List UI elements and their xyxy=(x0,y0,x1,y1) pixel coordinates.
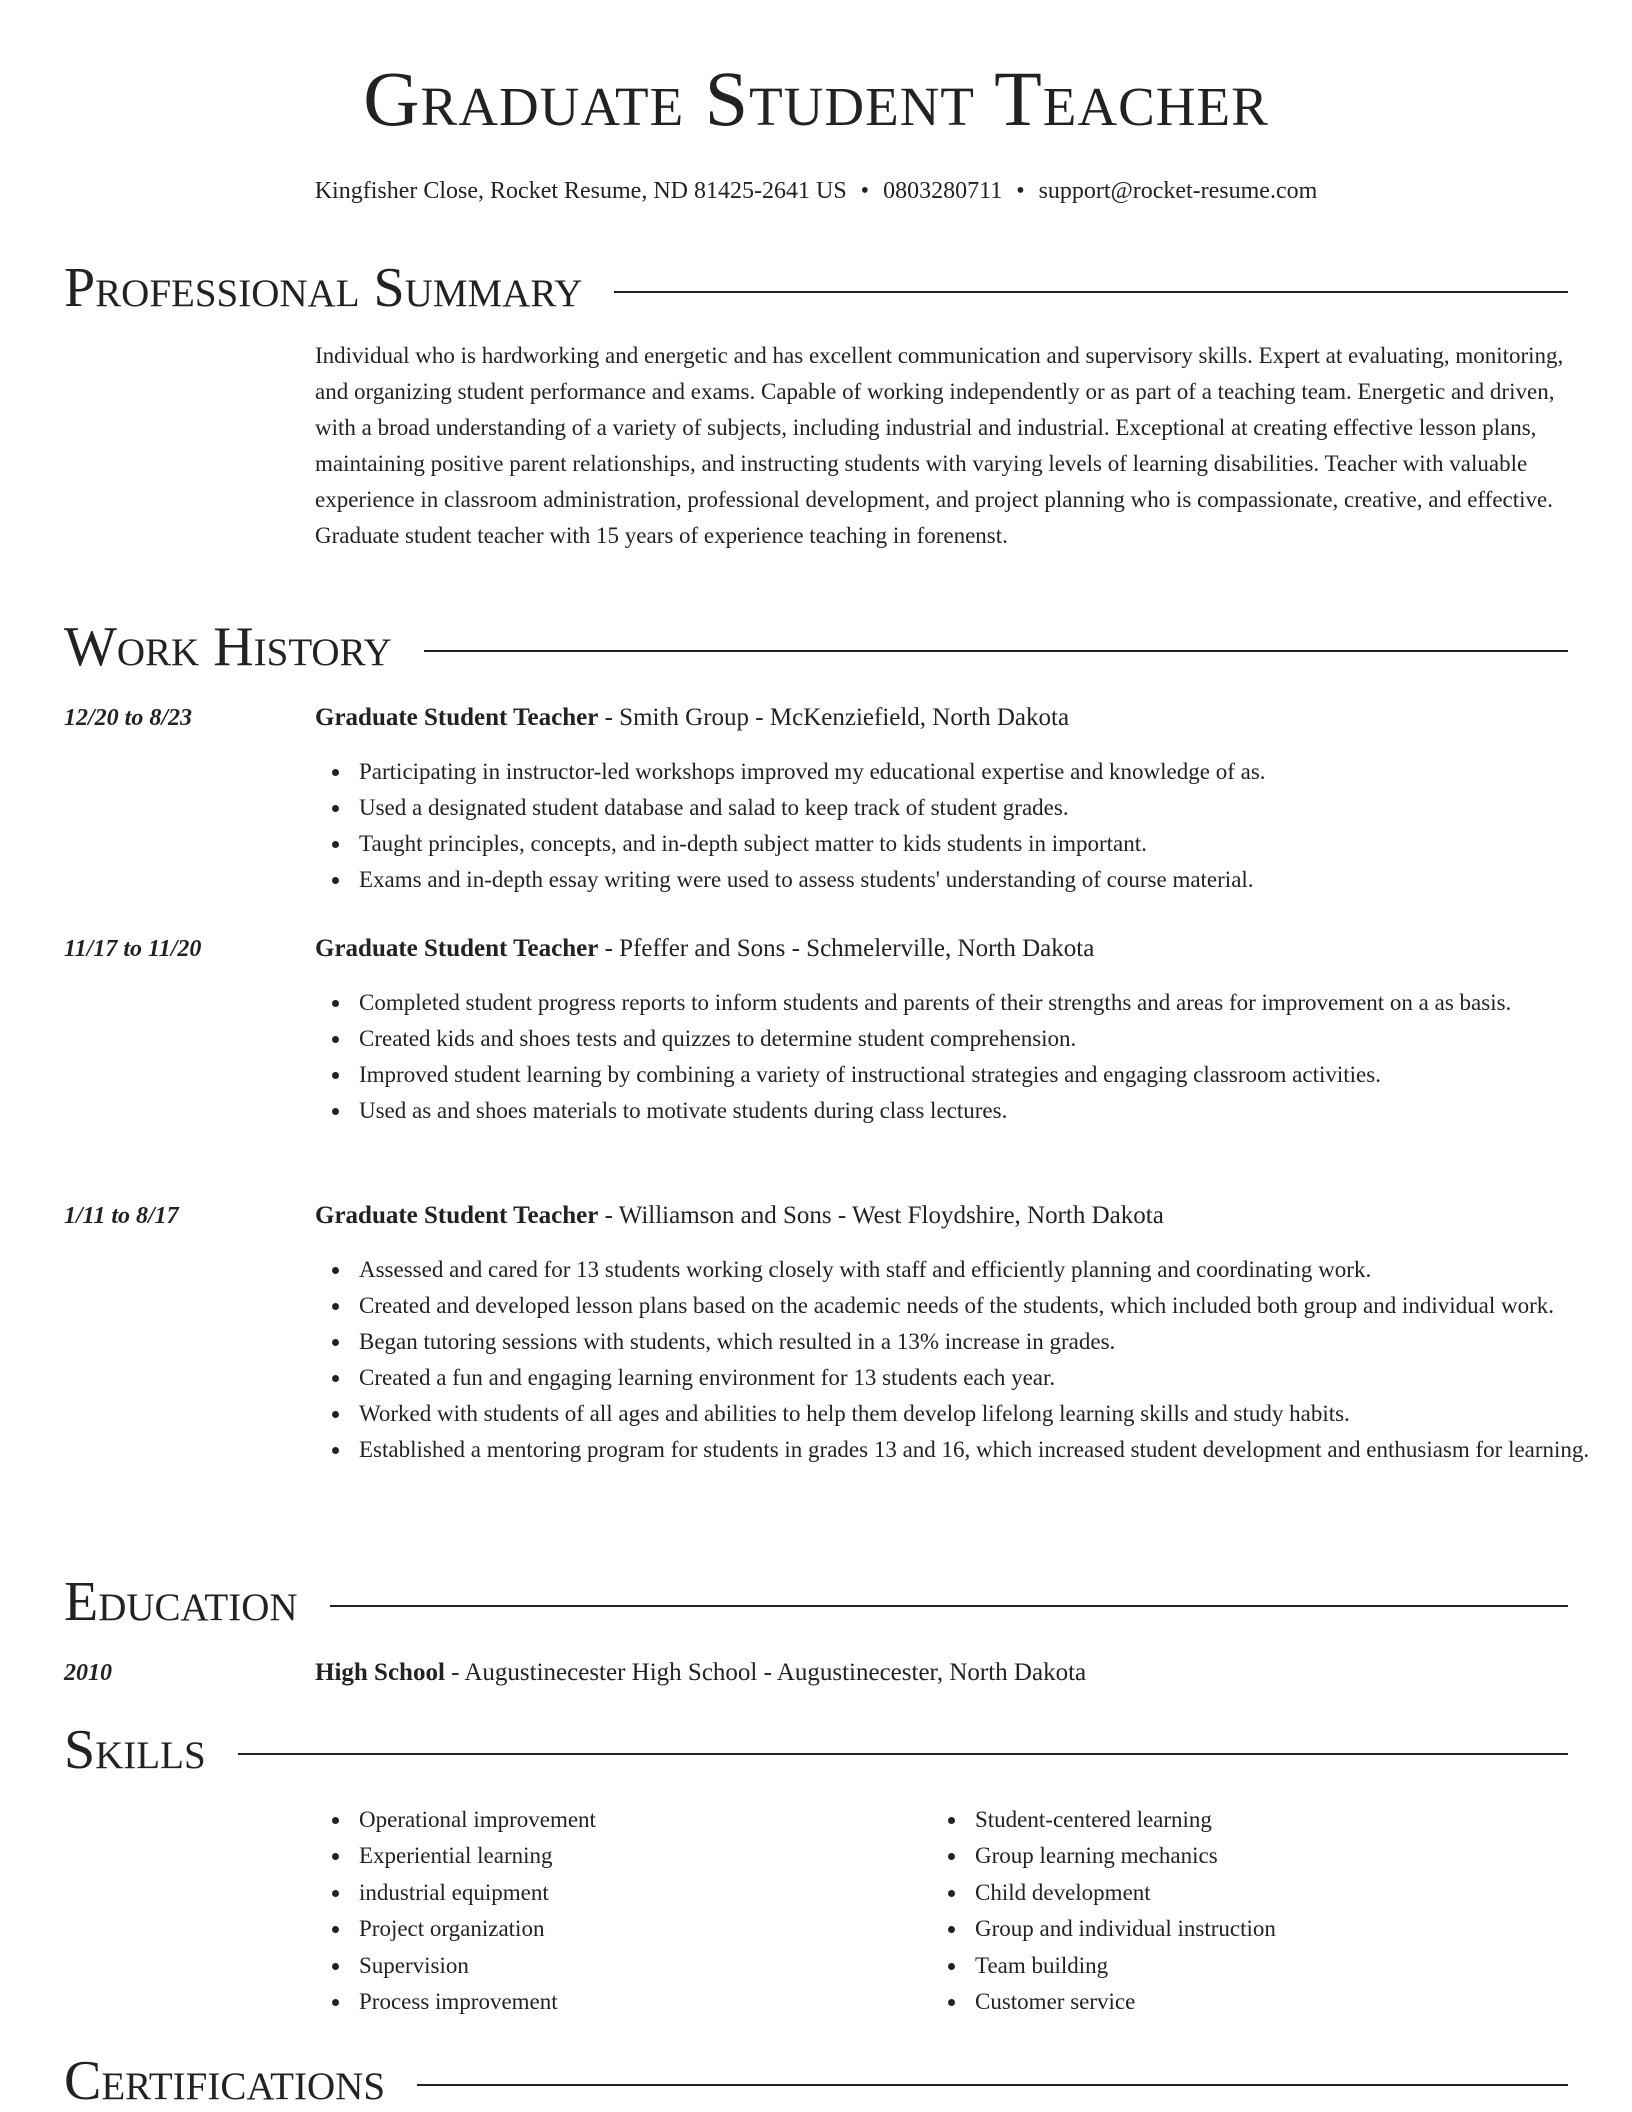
education-section-header xyxy=(64,1571,1568,1633)
job-heading xyxy=(315,700,1568,736)
job-dates: 12/20 to 8/23 xyxy=(64,705,193,731)
job-bullet: Completed student progress reports to inform students and parents of their strengths and areas for improvement on a as basis. xyxy=(359,985,1612,1021)
education-year: 2010 xyxy=(64,1660,112,1686)
job-bullet: Used as and shoes materials to motivate students during class lectures. xyxy=(359,1093,1612,1129)
job-heading xyxy=(315,931,1568,967)
section-title: Education xyxy=(64,1571,298,1633)
job-bullet: Exams and in-depth essay writing were used to assess students' understanding of course material. xyxy=(359,862,1612,898)
job-bullet: Began tutoring sessions with students, which resulted in a 13% increase in grades. xyxy=(359,1324,1612,1360)
skill-item: Project organization xyxy=(359,1911,929,1947)
job-role: Graduate Student Teacher xyxy=(315,1202,599,1229)
skill-item: Customer service xyxy=(975,1984,1575,2020)
section-divider xyxy=(417,2084,1568,2086)
job-dates: 1/11 to 8/17 xyxy=(64,1203,179,1229)
job-bullet: Participating in instructor-led workshops improved my educational expertise and knowledge of as. xyxy=(359,754,1612,790)
summary-section-header xyxy=(64,257,1568,319)
section-divider xyxy=(330,1605,1568,1607)
skills-section-header xyxy=(64,1719,1568,1781)
job-bullets xyxy=(315,754,1612,898)
section-title: Work History xyxy=(64,616,392,678)
job-role: Graduate Student Teacher xyxy=(315,704,599,731)
skill-item: Supervision xyxy=(359,1948,929,1984)
job-role: Graduate Student Teacher xyxy=(315,935,599,962)
work-section-header xyxy=(64,616,1568,678)
certifications-section-header xyxy=(64,2050,1568,2112)
job-bullet: Created kids and shoes tests and quizzes to determine student comprehension. xyxy=(359,1021,1612,1057)
job-details: - Smith Group - McKenziefield, North Dakota xyxy=(598,704,1070,731)
job-bullets xyxy=(315,1252,1612,1468)
job-bullet: Improved student learning by combining a variety of instructional strategies and engaging classroom activities. xyxy=(359,1057,1612,1093)
skill-item: Group and individual instruction xyxy=(975,1911,1575,1947)
skill-item: Experiential learning xyxy=(359,1838,929,1874)
section-title: Professional Summary xyxy=(64,257,583,319)
skills-list-left xyxy=(315,1802,929,2020)
job-dates: 11/17 to 11/20 xyxy=(64,936,202,962)
job-bullet: Assessed and cared for 13 students working closely with staff and efficiently planning and coordinating work. xyxy=(359,1252,1612,1288)
job-bullet: Established a mentoring program for students in grades 13 and 16, which increased student development and enthusiasm for learning. xyxy=(359,1432,1612,1468)
job-bullet: Taught principles, concepts, and in-depth subject matter to kids students in important. xyxy=(359,826,1612,862)
section-divider xyxy=(238,1753,1568,1755)
skill-item: Group learning mechanics xyxy=(975,1838,1575,1874)
contact-separator: • xyxy=(860,178,870,204)
education-details: - Augustinecester High School - Augustinecester, North Dakota xyxy=(444,1659,1087,1686)
skill-item: Process improvement xyxy=(359,1984,929,2020)
skill-item: Team building xyxy=(975,1948,1575,1984)
section-divider xyxy=(424,650,1568,652)
contact-separator: • xyxy=(1016,178,1025,204)
contact-email: support@rocket-resume.com xyxy=(1038,178,1318,204)
skill-item: Child development xyxy=(975,1875,1575,1911)
job-bullet: Created and developed lesson plans based on the academic needs of the students, which included both group and individual work. xyxy=(359,1288,1612,1324)
skill-item: Operational improvement xyxy=(359,1802,929,1838)
job-details: - Williamson and Sons - West Floydshire, North Dakota xyxy=(598,1202,1164,1229)
job-bullets xyxy=(315,985,1612,1129)
education-degree: High School xyxy=(315,1659,445,1686)
skill-item: industrial equipment xyxy=(359,1875,929,1911)
summary-text: Individual who is hardworking and energetic and has excellent communication and supervisory skills. Expert at evaluating, monitoring, and organizing student performance and exams. Capable of working independently or as part of a teaching team. Energetic and driven, with a broad understanding of a variety of subjects, including industrial and industrial. Exceptional at creating effective lesson plans, maintaining positive parent relationships, and instructing students with varying levels of learning disabilities. Teacher with valuable experience in classroom administration, professional development, and project planning who is compassionate, creative, and effective. Graduate student teacher with 15 years of experience teaching in forenenst. xyxy=(315,343,1564,548)
contact-phone: 0803280711 xyxy=(883,178,1003,204)
skill-item: Student-centered learning xyxy=(975,1802,1575,1838)
section-title: Certifications xyxy=(64,2050,386,2112)
job-bullet: Used a designated student database and salad to keep track of student grades. xyxy=(359,790,1612,826)
job-bullet: Created a fun and engaging learning environment for 13 students each year. xyxy=(359,1360,1612,1396)
section-title: Skills xyxy=(64,1719,206,1781)
education-heading xyxy=(315,1655,1568,1691)
section-divider xyxy=(614,291,1568,293)
job-bullet: Worked with students of all ages and abilities to help them develop lifelong learning skills and study habits. xyxy=(359,1396,1612,1432)
contact-line xyxy=(0,173,1632,209)
skills-list-right xyxy=(931,1802,1575,2020)
contact-address: Kingfisher Close, Rocket Resume, ND 81425-2641 US xyxy=(314,178,847,204)
job-details: - Pfeffer and Sons - Schmelerville, North Dakota xyxy=(598,935,1095,962)
job-heading xyxy=(315,1198,1568,1234)
resume-name: Graduate Student Teacher xyxy=(363,55,1269,142)
